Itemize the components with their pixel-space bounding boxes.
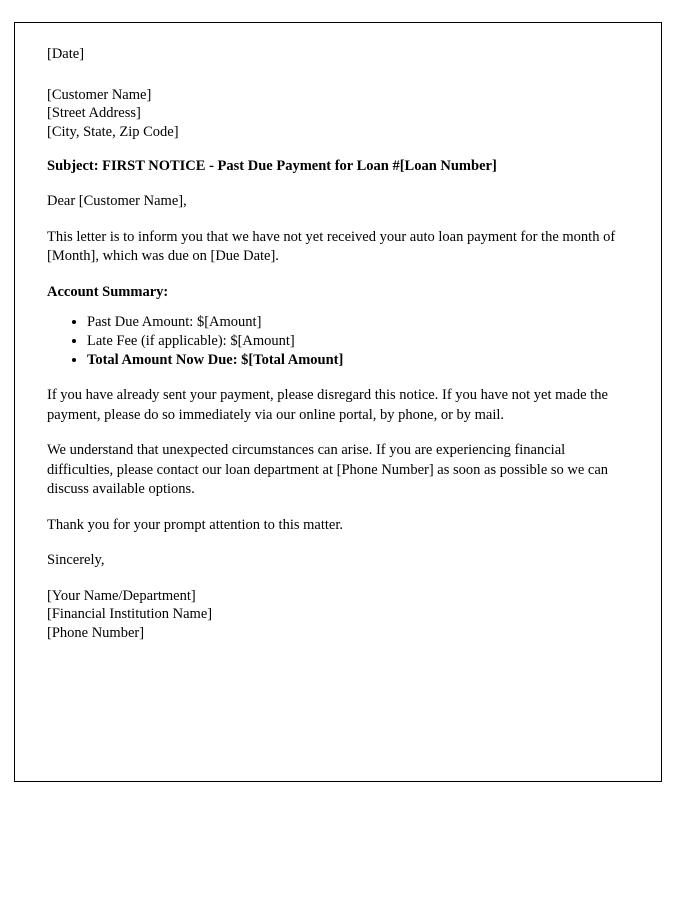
- spacer: [47, 535, 617, 551]
- intro-paragraph: This letter is to inform you that we have not yet received your auto loan payment for the month of [Month], which was due on [Due Date].: [47, 228, 616, 264]
- spacer: [47, 212, 617, 228]
- paragraph-hardship: We understand that unexpected circumstances can arise. If you are experiencing financial difficulties, please contact our loan department at [Phone Number] as soon as possible so we can discuss available options.: [47, 442, 609, 497]
- paragraph-disregard: If you have already sent your payment, please disregard this notice. If you have not yet made the payment, please do so immediately via our online portal, by phone, or by mail.: [47, 387, 608, 423]
- letter-body: [47, 45, 617, 642]
- spacer: [47, 571, 617, 587]
- spacer: [47, 267, 617, 283]
- spacer: [47, 500, 617, 516]
- recipient-line: [Customer Name]: [47, 86, 152, 103]
- spacer: [47, 425, 617, 441]
- paragraph-thanks: Thank you for your prompt attention to this matter.: [47, 516, 343, 533]
- signature-line: [Financial Institution Name]: [47, 606, 213, 622]
- signature-line: [Phone Number]: [47, 624, 145, 641]
- closing: Sincerely,: [47, 552, 105, 568]
- recipient-address: [47, 86, 617, 142]
- letter-sheet: [14, 22, 662, 782]
- list-item: • Late Fee (if applicable): $[Amount]: [87, 332, 617, 351]
- spacer: [47, 370, 617, 386]
- spacer: [47, 176, 617, 192]
- account-summary-heading: Account Summary:: [47, 283, 169, 300]
- spacer: [47, 64, 617, 86]
- spacer: [47, 302, 617, 313]
- subject-line: Subject: FIRST NOTICE - Past Due Payment for Loan #[Loan Number]: [47, 158, 497, 174]
- spacer: [47, 141, 617, 157]
- account-summary-list: [47, 313, 617, 370]
- list-item: • Past Due Amount: $[Amount]: [87, 313, 617, 332]
- recipient-line: [City, State, Zip Code]: [47, 123, 179, 140]
- list-item: • Total Amount Now Due: $[Total Amount]: [87, 351, 617, 370]
- salutation: Dear [Customer Name],: [47, 193, 187, 209]
- signature-line: [Your Name/Department]: [47, 587, 196, 604]
- signature-block: [47, 587, 617, 643]
- recipient-line: [Street Address]: [47, 105, 141, 121]
- letter-date: [Date]: [47, 46, 85, 62]
